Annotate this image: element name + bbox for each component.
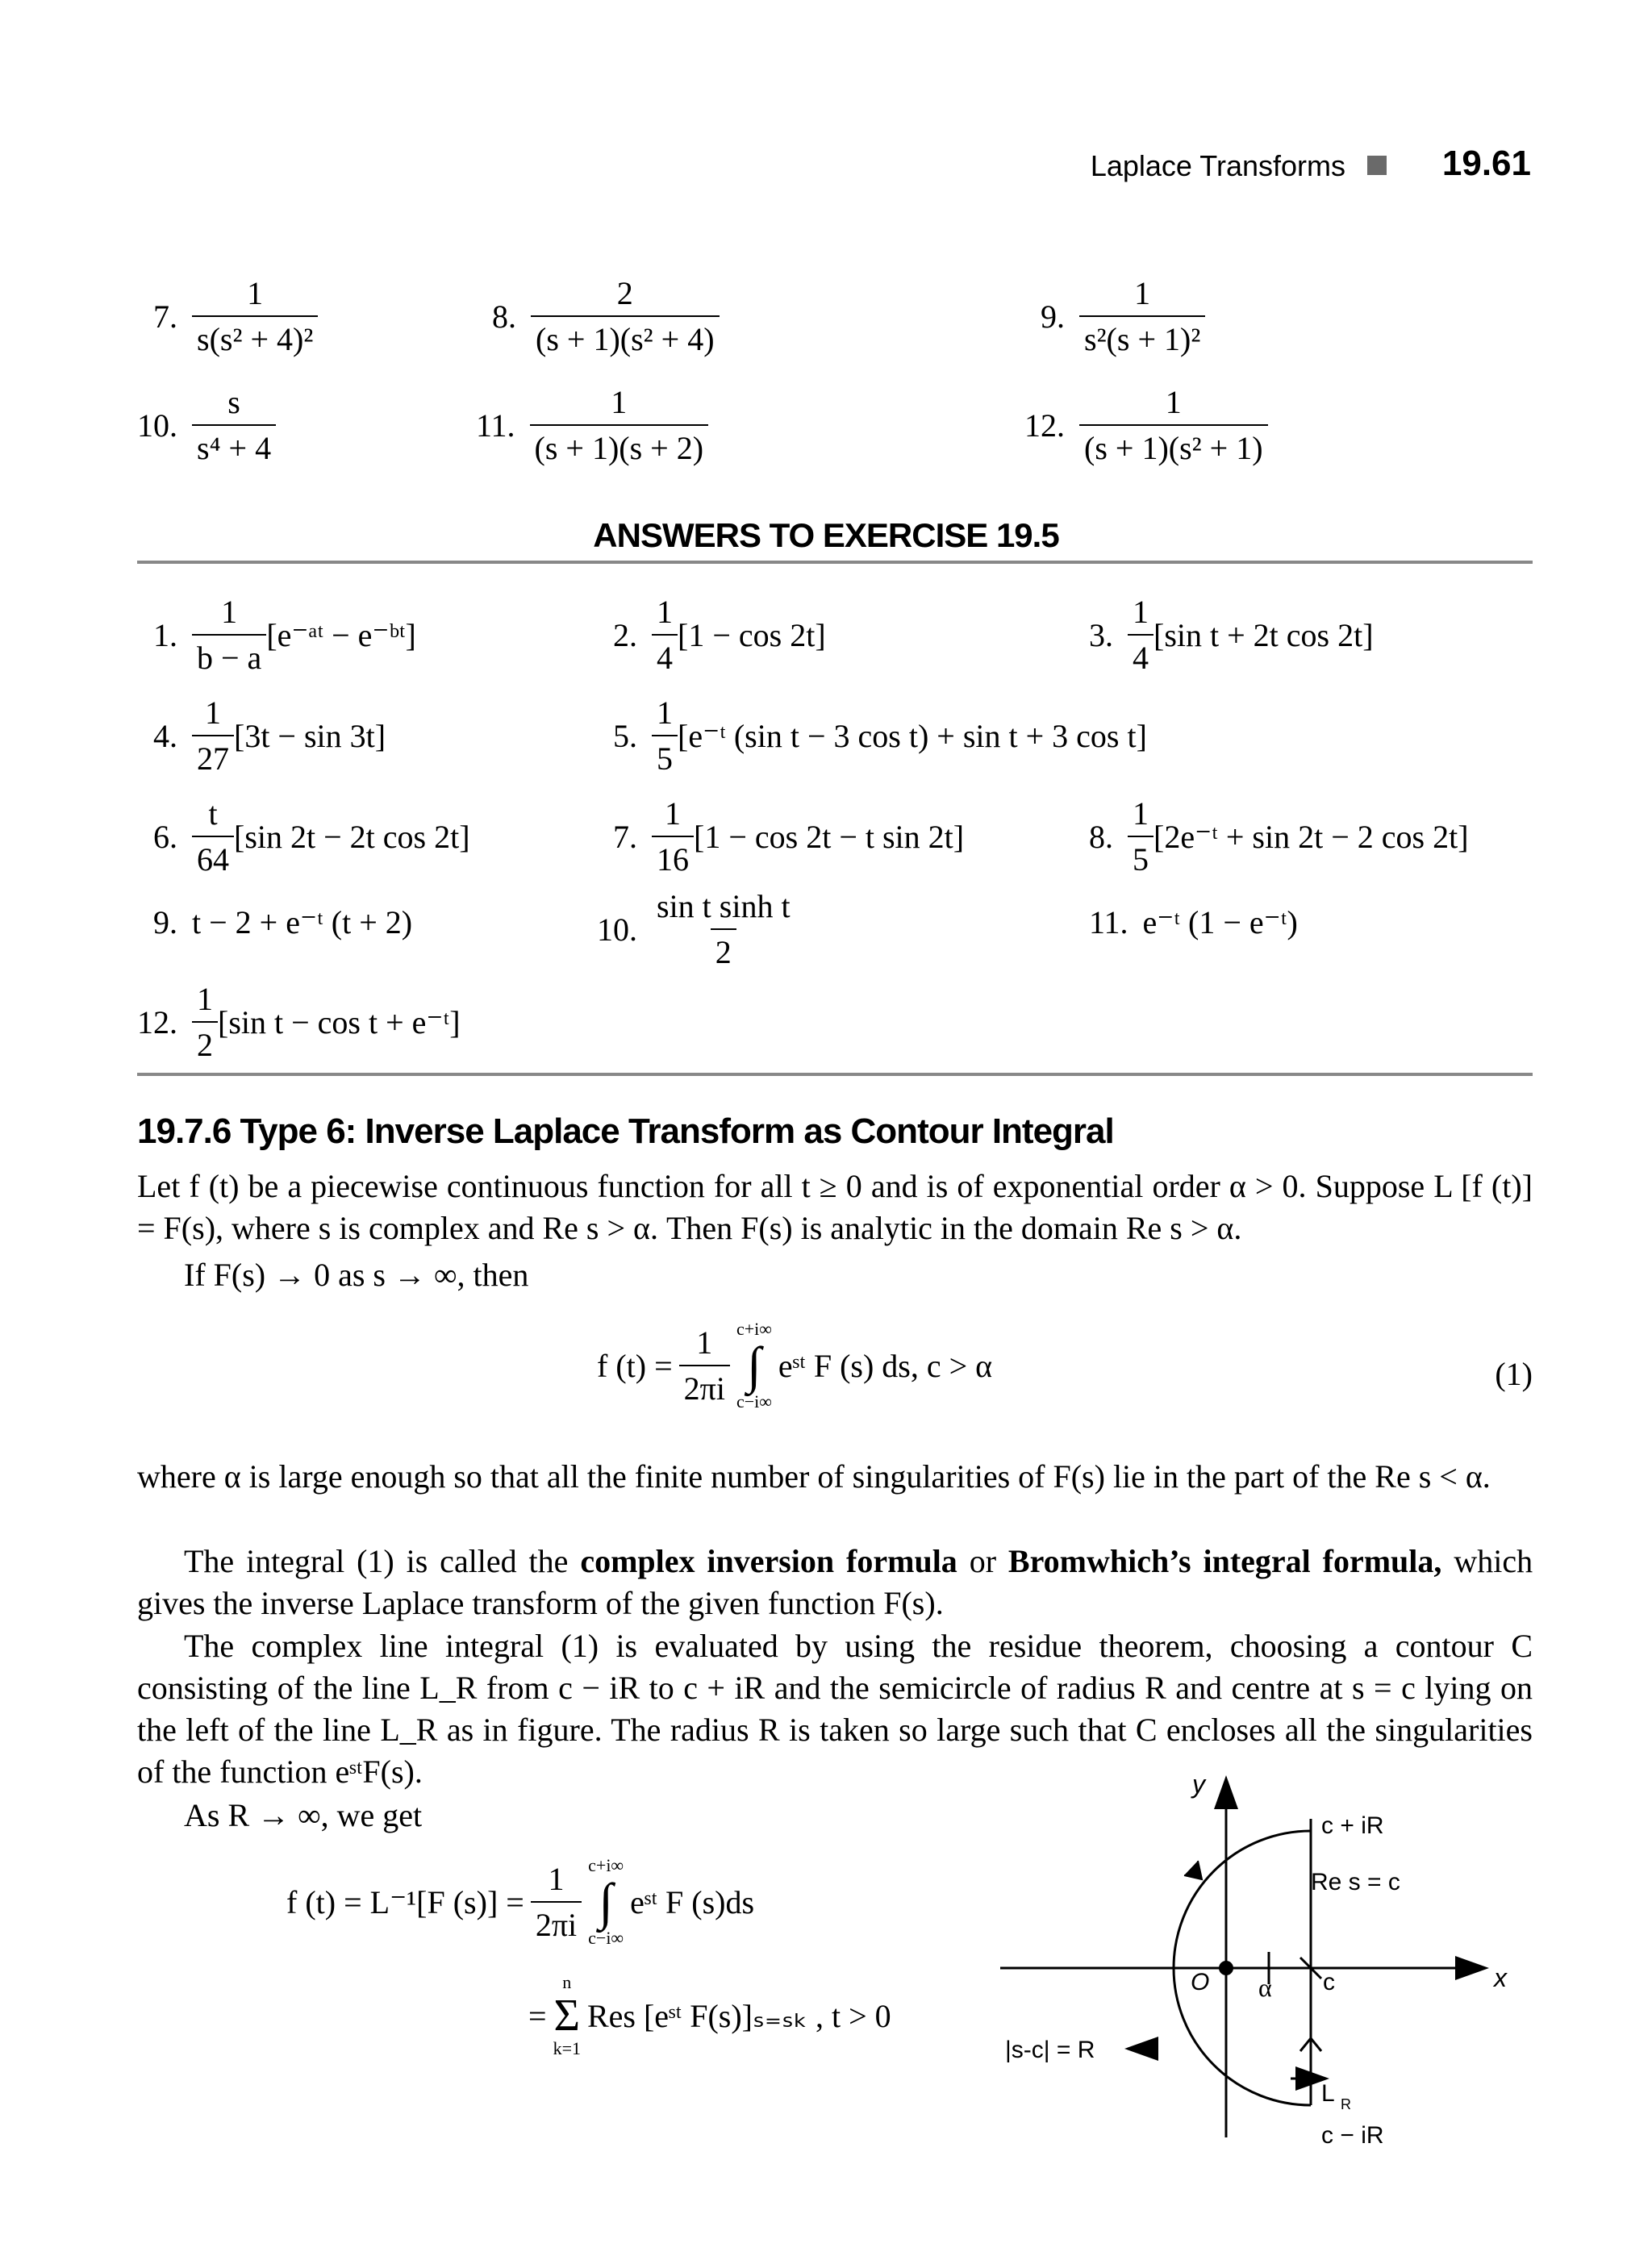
fraction: $\frac{2}{\text{(s + 1)(s² + 4)}}$ <box>531 274 720 358</box>
section-heading: 19.7.6 Type 6: Inverse Laplace Transform as Contour Integral <box>137 1111 1114 1151</box>
answer-item: 5. $\frac{1}{5}$ [e⁻ᵗ (sin t − 3 cos t) + sin t + 3 cos t] <box>613 694 1147 777</box>
paragraph-formula-name: The integral (1) is called the complex inversion formula or Bromwhich’s integral formula, which gives the inverse Laplace transform of the given function F(s). <box>137 1543 1533 1621</box>
svg-text:c: c <box>1323 1969 1335 1995</box>
answer-item: 8. $\frac{1}{5}$ [2e⁻ᵗ + sin 2t − 2 cos 2t] <box>1089 795 1469 878</box>
equation-3: = n Σ k=1 Res [eˢᵗ F(s)]ₛ₌ₛₖ , t > 0 <box>528 1972 891 2058</box>
answer-item: 2. $\frac{1}{4}$ [1 − cos 2t] <box>613 594 826 676</box>
header-square-marker <box>1367 156 1387 175</box>
paragraph-contour: The complex line integral (1) is evaluated by using the residue theorem, choosing a contour C consisting of the line L_R from c − iR to c + iR and the semicircle of radius R and centre at s = c lying on the left of the line L_R as in figure. The radius R is taken so large such that C encloses all the singularities of the function eˢᵗF(s). <box>137 1628 1533 1790</box>
svg-text:x: x <box>1494 1963 1507 1992</box>
exercise-item: 12. $\frac{1}{\text{(s + 1)(s² + 1)}}$ <box>1024 383 1268 467</box>
answer-item: 11. e⁻ᵗ (1 − e⁻ᵗ) <box>1089 904 1298 940</box>
fraction: $\frac{1}{\text{s(s² + 4)²}}$ <box>192 274 318 358</box>
arrow-ccw-icon <box>1184 1861 1202 1879</box>
answer-item: 4. $\frac{1}{27}$ [3t − sin 3t] <box>153 694 386 777</box>
exercise-item: 8. $\frac{2}{\text{(s + 1)(s² + 4)}}$ <box>492 274 720 358</box>
svg-text:L: L <box>1321 2080 1335 2107</box>
answer-item: 6. $\frac{t}{64}$ [sin 2t − 2t cos 2t] <box>153 795 470 878</box>
paragraph-condition: If F(s) → 0 as s → ∞, then <box>184 1257 529 1293</box>
svg-text:R: R <box>1341 2096 1351 2112</box>
exercise-item: 7. $\frac{1}{\text{s(s² + 4)²}}$ <box>153 274 318 358</box>
integral-sign: c+i∞ ∫ c−i∞ <box>588 1855 624 1948</box>
answer-item: 3. $\frac{1}{4}$ [sin t + 2t cos 2t] <box>1089 594 1374 676</box>
svg-text:α: α <box>1258 1973 1272 2002</box>
exercise-item: 10. $\frac{s}{\text{s⁴ + 4}}$ <box>137 383 276 467</box>
svg-text:|s-c| = R: |s-c| = R <box>1005 2037 1095 2063</box>
answers-heading: ANSWERS TO EXERCISE 19.5 <box>593 516 1059 554</box>
fraction: $\frac{1}{\text{(s + 1)(s² + 1)}}$ <box>1079 383 1268 467</box>
fraction: $\frac{1}{\text{s²(s + 1)²}}$ <box>1079 274 1205 358</box>
paragraph-intro: Let f (t) be a piecewise continuous function for all t ≥ 0 and is of exponential order α > 0. Suppose L [f (t)] = F(s), where s is complex and Re s > α. Then F(s) is analytic in the domain Re s > α. <box>137 1168 1533 1246</box>
exercise-item: 9. $\frac{1}{\text{s²(s + 1)²}}$ <box>1041 274 1205 358</box>
summation-sign: n Σ k=1 <box>553 1972 581 2058</box>
integral-sign: c+i∞ ∫ c−i∞ <box>736 1319 772 1412</box>
fraction: $\frac{s}{\text{s⁴ + 4}}$ <box>192 383 276 467</box>
exercise-item: 11. $\frac{1}{(s + 1)(s + 2)}$ <box>476 383 708 467</box>
equation-1: f (t) = $\frac{1}{2\pi i}$ c+i∞ ∫ c−i∞ eˢᵗ F (s) ds, c > α <box>597 1319 993 1412</box>
contour-diagram <box>1000 1770 1516 2150</box>
equation-2: f (t) = L⁻¹[F (s)] = $\frac{1}{2\pi i}$ c+i∞ ∫ c−i∞ eˢᵗ F (s)ds <box>286 1855 755 1948</box>
origin-point <box>1219 1961 1233 1975</box>
paragraph-limit: As R → ∞, we get <box>184 1797 423 1833</box>
svg-text:O: O <box>1191 1969 1210 1995</box>
svg-text:Re s = c: Re s = c <box>1311 1869 1400 1895</box>
answer-item: 1. $\frac{1}{b - a}$ [e⁻ᵃᵗ − e⁻ᵇᵗ] <box>153 594 416 676</box>
divider-top <box>137 561 1533 564</box>
answer-item: 12. $\frac{1}{2}$ [sin t − cos t + e⁻ᵗ] <box>137 981 461 1063</box>
answer-item: 7. $\frac{1}{16}$ [1 − cos 2t − t sin 2t] <box>613 795 965 878</box>
answer-item: 10. $\frac{\text{sin t sinh t}}{2}$ <box>597 888 791 970</box>
svg-text:c − iR: c − iR <box>1321 2122 1384 2149</box>
fraction: $\frac{1}{(s + 1)(s + 2)}$ <box>530 383 709 467</box>
svg-text:c + iR: c + iR <box>1321 1812 1384 1839</box>
svg-text:y: y <box>1192 1770 1205 1799</box>
page-number: 19.61 <box>1441 144 1531 183</box>
equation-number: (1) <box>1495 1356 1533 1392</box>
paragraph-where: where α is large enough so that all the finite number of singularities of F(s) lie in the part of the Re s < α. <box>137 1458 1491 1495</box>
divider-bottom <box>137 1073 1533 1076</box>
running-header-title: Laplace Transforms <box>1090 149 1345 182</box>
answer-item: 9. t − 2 + e⁻ᵗ (t + 2) <box>153 904 413 940</box>
